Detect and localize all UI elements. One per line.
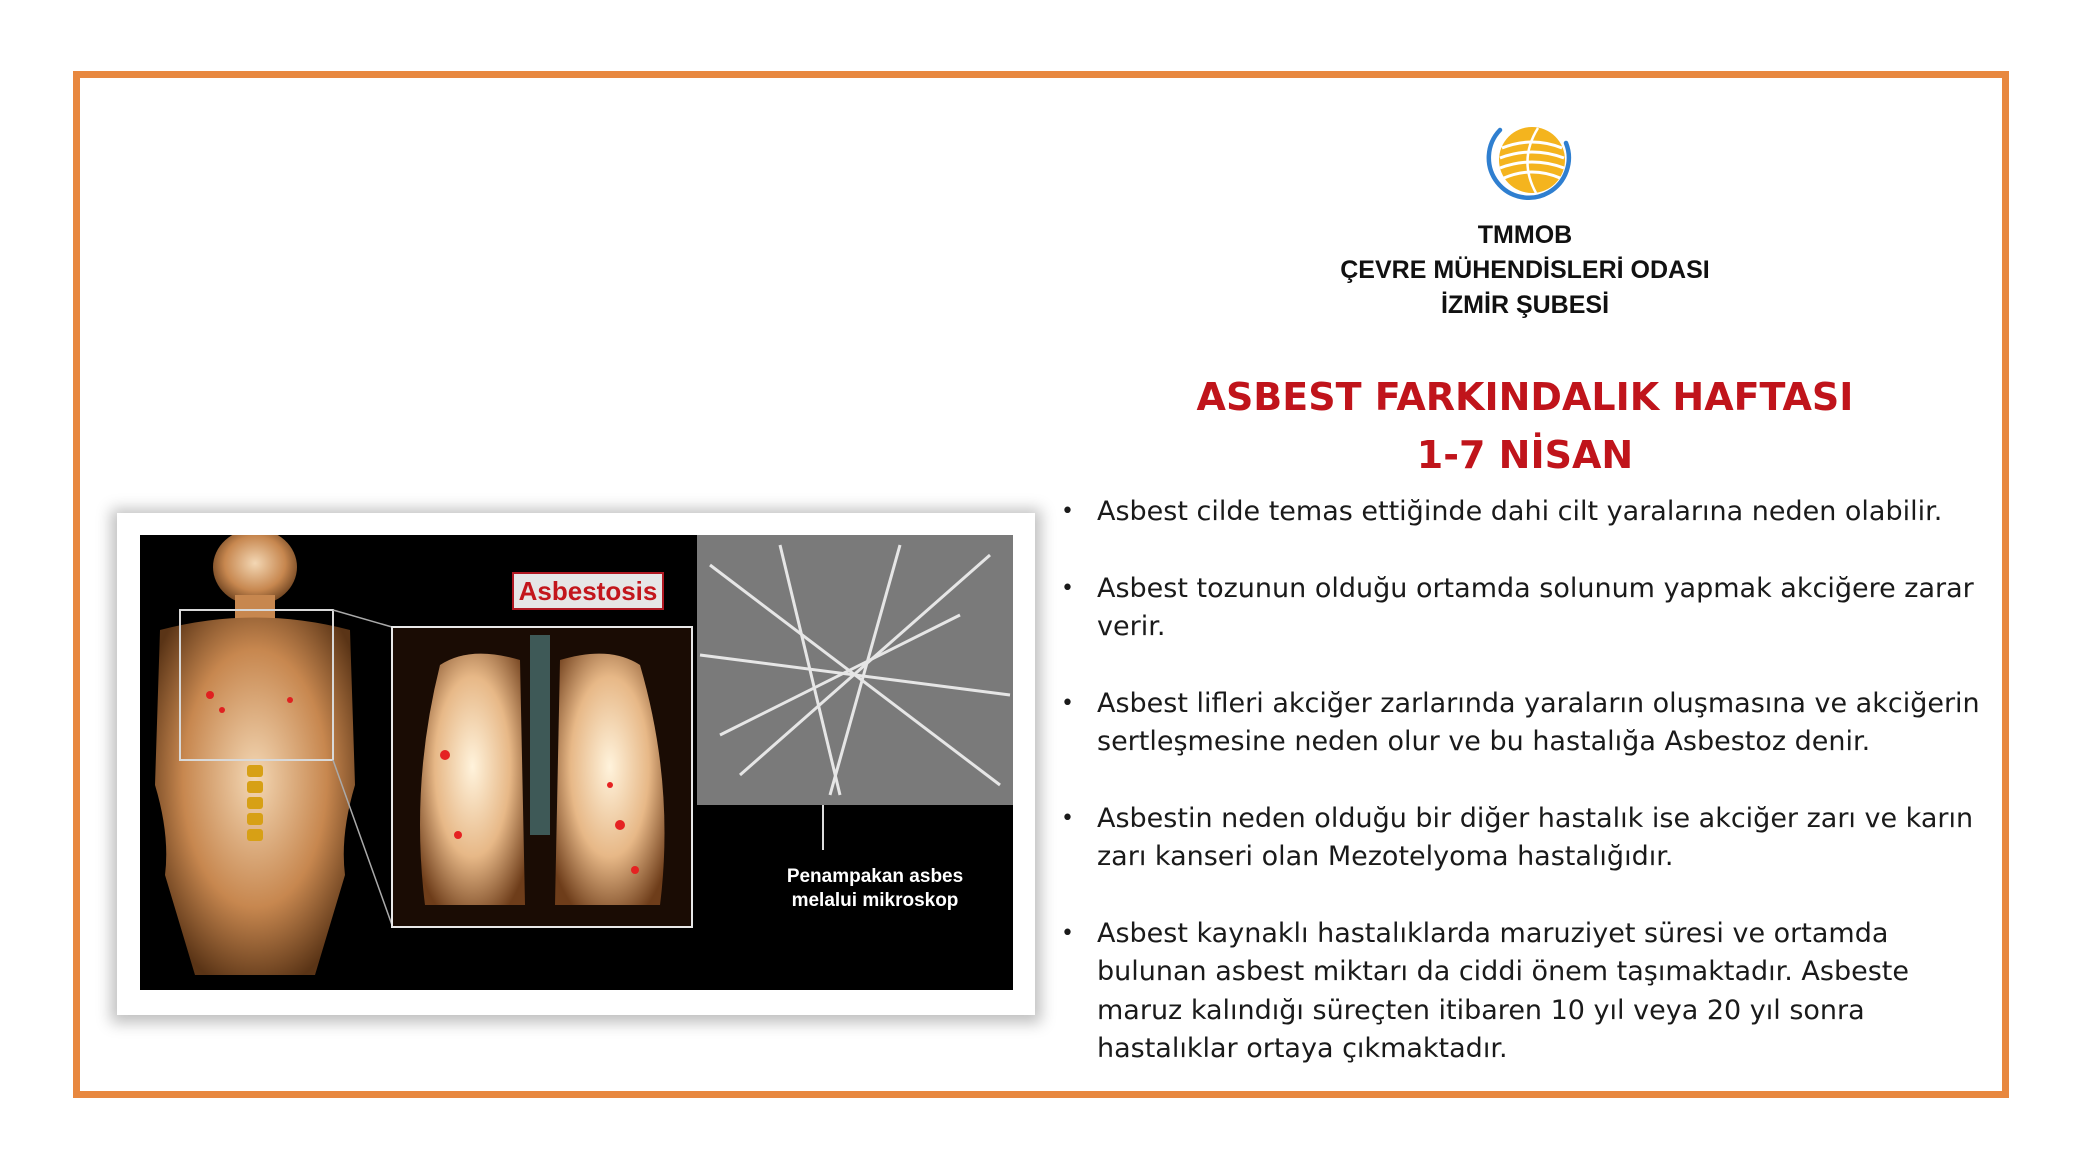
bullet-text: Asbest tozunun olduğu ortamda solunum yapmak akciğere zarar verir. — [1097, 572, 1974, 642]
bullet-item — [1055, 800, 1990, 877]
title-line-1: ASBEST FARKINDALIK HAFTASI — [1196, 375, 1854, 419]
org-line-1: TMMOB — [1477, 221, 1573, 249]
microscope-caption — [750, 865, 1000, 913]
bullet-text: Asbest kaynaklı hastalıklarda maruziyet süresi ve ortamda bulunan asbest miktarı da ciddi önem taşımaktadır. Asbeste maruz kalındığı süreçten itibaren 10 yıl veya 20 yıl sonra hastalıklar ortaya çıkmaktadır. — [1097, 917, 1909, 1064]
bullet-dot-icon: • — [1061, 575, 1074, 601]
org-line-2: ÇEVRE MÜHENDİSLERİ ODASI — [1340, 256, 1710, 284]
bullet-text: Asbest lifleri akciğer zarlarında yaraların oluşmasına ve akciğerin sertleşmesine neden olur ve bu hastalığa Asbestoz denir. — [1097, 687, 1980, 757]
org-line-3: İZMİR ŞUBESİ — [1440, 291, 1610, 319]
title-line-2: 1-7 NİSAN — [1416, 433, 1634, 477]
organization-name — [1230, 218, 1820, 323]
bullet-text: Asbest cilde temas ettiğinde dahi cilt yaralarına neden olabilir. — [1097, 496, 1943, 527]
bullet-item — [1055, 493, 1990, 532]
bullet-item — [1055, 915, 1990, 1069]
bullet-item — [1055, 570, 1990, 647]
bullet-item — [1055, 685, 1990, 762]
bullet-dot-icon: • — [1061, 805, 1074, 831]
caption-line-1: Penampakan asbes — [786, 866, 964, 887]
slide-title — [1120, 368, 1930, 484]
bullet-text: Asbestin neden olduğu bir diğer hastalık ise akciğer zarı ve karın zarı kanseri olan Mezotelyoma hastalığıdır. — [1097, 802, 1974, 872]
caption-line-2: melalui mikroskop — [791, 890, 959, 911]
asbestosis-label: Asbestosis — [512, 572, 664, 610]
bullet-dot-icon: • — [1061, 920, 1074, 946]
bullet-list — [1055, 493, 1990, 1107]
tmmob-globe-logo-icon — [1478, 108, 1578, 208]
bullet-dot-icon: • — [1061, 690, 1074, 716]
asbestosis-photo — [140, 535, 1013, 990]
bullet-dot-icon: • — [1061, 499, 1074, 524]
